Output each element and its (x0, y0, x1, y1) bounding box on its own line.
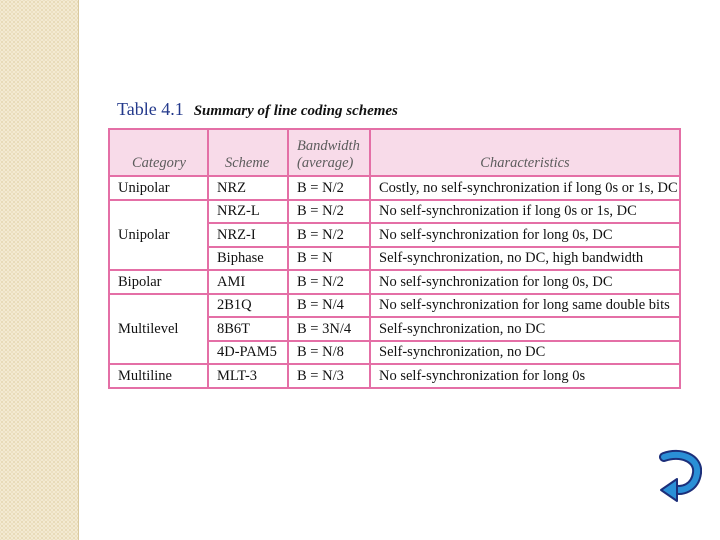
bandwidth-cell: B = N/2 (288, 223, 370, 247)
header-characteristics: Characteristics (370, 129, 680, 176)
characteristics-cell: Costly, no self-synchronization if long 0s or 1s, DC (370, 176, 680, 200)
category-cell: Bipolar (109, 270, 208, 294)
header-row (109, 129, 680, 176)
scheme-cell: AMI (208, 270, 288, 294)
table-row (109, 200, 680, 224)
category-cell: Unipolar (109, 176, 208, 200)
table-header (109, 129, 680, 176)
header-bandwidth-line1: Bandwidth (297, 138, 360, 154)
characteristics-cell: Self-synchronization, no DC (370, 341, 680, 365)
return-arrow-icon[interactable] (658, 448, 702, 504)
table-row (109, 294, 680, 318)
header-bandwidth-line2: (average) (297, 155, 354, 171)
scheme-cell: NRZ (208, 176, 288, 200)
scheme-cell: 8B6T (208, 317, 288, 341)
bandwidth-cell: B = N/8 (288, 341, 370, 365)
bandwidth-cell: B = N/2 (288, 270, 370, 294)
scheme-cell: 4D-PAM5 (208, 341, 288, 365)
scheme-cell: 2B1Q (208, 294, 288, 318)
category-cell: Unipolar (109, 200, 208, 271)
bandwidth-cell: B = N (288, 247, 370, 271)
characteristics-cell: No self-synchronization if long 0s or 1s, DC (370, 200, 680, 224)
category-cell: Multilevel (109, 294, 208, 365)
table-number: Table 4.1 (117, 99, 184, 119)
characteristics-cell: Self-synchronization, no DC (370, 317, 680, 341)
scheme-cell: MLT-3 (208, 364, 288, 388)
bandwidth-cell: B = N/4 (288, 294, 370, 318)
table-row (109, 364, 680, 388)
bandwidth-cell: B = 3N/4 (288, 317, 370, 341)
scheme-cell: NRZ-L (208, 200, 288, 224)
characteristics-cell: No self-synchronization for long 0s, DC (370, 270, 680, 294)
scheme-cell: NRZ-I (208, 223, 288, 247)
bandwidth-cell: B = N/2 (288, 200, 370, 224)
characteristics-cell: No self-synchronization for long 0s, DC (370, 223, 680, 247)
decorative-side-strip (0, 0, 79, 540)
header-category: Category (109, 129, 208, 176)
table-title: Summary of line coding schemes (193, 103, 398, 119)
header-bandwidth (288, 129, 370, 176)
characteristics-cell: No self-synchronization for long 0s (370, 364, 680, 388)
line-coding-table (108, 128, 681, 389)
table-row (109, 270, 680, 294)
table-body (109, 176, 680, 388)
bandwidth-cell: B = N/3 (288, 364, 370, 388)
table-row (109, 176, 680, 200)
scheme-cell: Biphase (208, 247, 288, 271)
table-caption (117, 99, 398, 120)
category-cell: Multiline (109, 364, 208, 388)
bandwidth-cell: B = N/2 (288, 176, 370, 200)
characteristics-cell: Self-synchronization, no DC, high bandwidth (370, 247, 680, 271)
header-scheme: Scheme (208, 129, 288, 176)
characteristics-cell: No self-synchronization for long same double bits (370, 294, 680, 318)
